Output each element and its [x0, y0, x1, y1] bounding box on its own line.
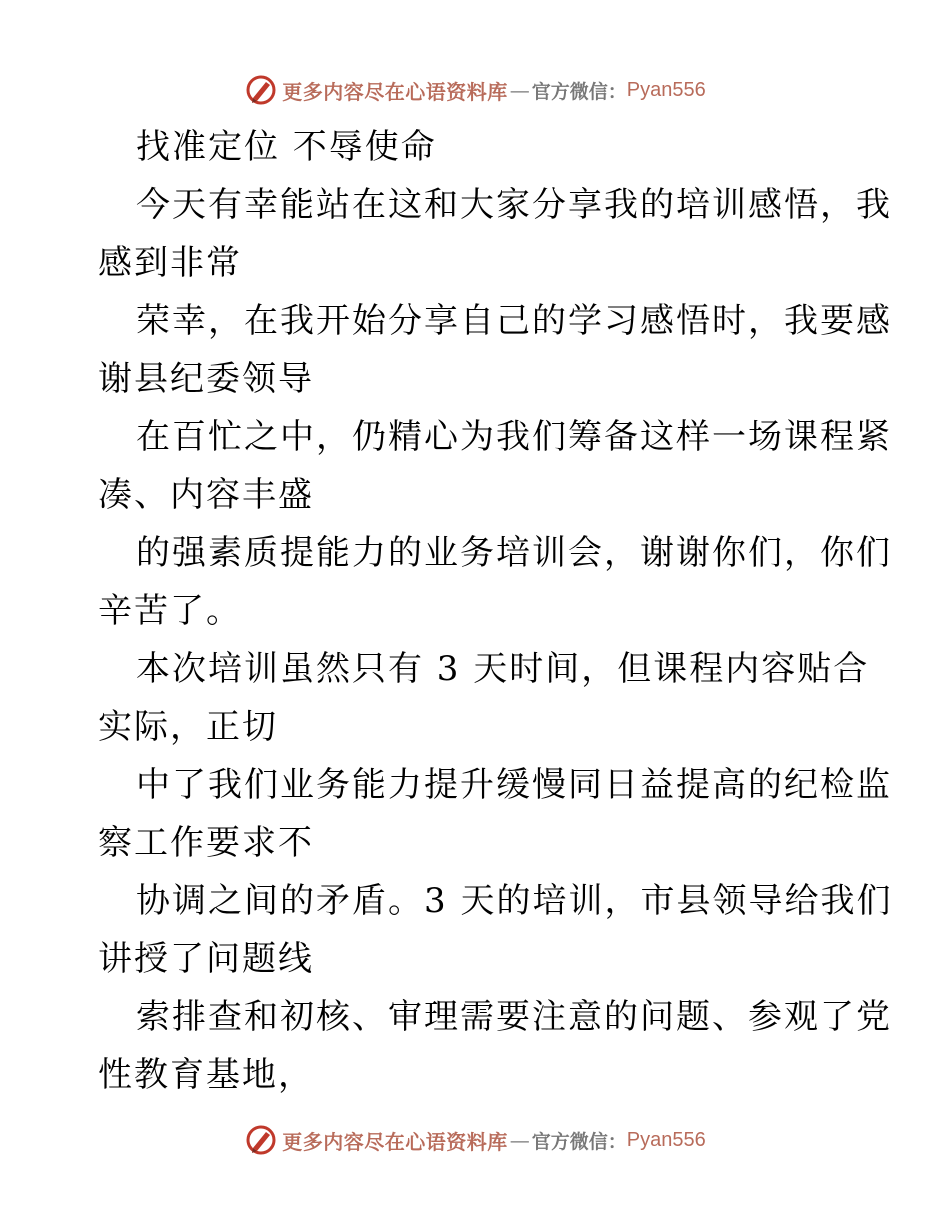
paragraph-line: 性教育基地， [98, 1055, 314, 1095]
banner-wechat-label: 官方微信： [531, 80, 627, 103]
paragraph-line: 的强素质提能力的业务培训会，谢谢你们，你们 [136, 533, 892, 573]
paragraph-line: 感到非常 [98, 243, 242, 283]
paragraph-line: 谢县纪委领导 [98, 359, 314, 399]
banner-wechat-label: 官方微信： [531, 1130, 627, 1153]
paragraph-line: 中了我们业务能力提升缓慢同日益提高的纪检监 [136, 765, 892, 805]
banner-wechat-handle: Pyan556 [626, 1128, 706, 1151]
banner-dash: — [509, 78, 530, 102]
paragraph-line: 协调之间的矛盾。3 天的培训，市县领导给我们 [136, 881, 893, 921]
footer-banner [0, 1120, 950, 1160]
paragraph-line: 辛苦了。 [98, 591, 242, 631]
pen-logo-icon [244, 1123, 278, 1157]
paragraph-line: 实际，正切 [98, 707, 278, 747]
banner-brand-text: 更多内容尽在心语资料库 [282, 1129, 508, 1154]
paragraph-line: 本次培训虽然只有 3 天时间，但课程内容贴合 [136, 649, 870, 689]
paragraph-line: 讲授了问题线 [98, 939, 314, 979]
paragraph-line: 在百忙之中，仍精心为我们筹备这样一场课程紧 [136, 417, 892, 457]
document-title: 找准定位 不辱使命 [136, 127, 437, 167]
paragraph-line: 荣幸，在我开始分享自己的学习感悟时，我要感 [136, 301, 892, 341]
banner-wechat-handle: Pyan556 [626, 78, 706, 101]
paragraph-line: 凑、内容丰盛 [98, 475, 314, 515]
banner-dash: — [509, 1128, 530, 1152]
header-banner [0, 70, 950, 110]
paragraph-line: 今天有幸能站在这和大家分享我的培训感悟，我 [136, 185, 892, 225]
paragraph-line: 察工作要求不 [98, 823, 314, 863]
document-body [98, 118, 893, 1104]
pen-logo-icon [244, 73, 278, 107]
banner-brand-text: 更多内容尽在心语资料库 [282, 79, 508, 104]
paragraph-line: 索排查和初核、审理需要注意的问题、参观了党 [136, 997, 892, 1037]
